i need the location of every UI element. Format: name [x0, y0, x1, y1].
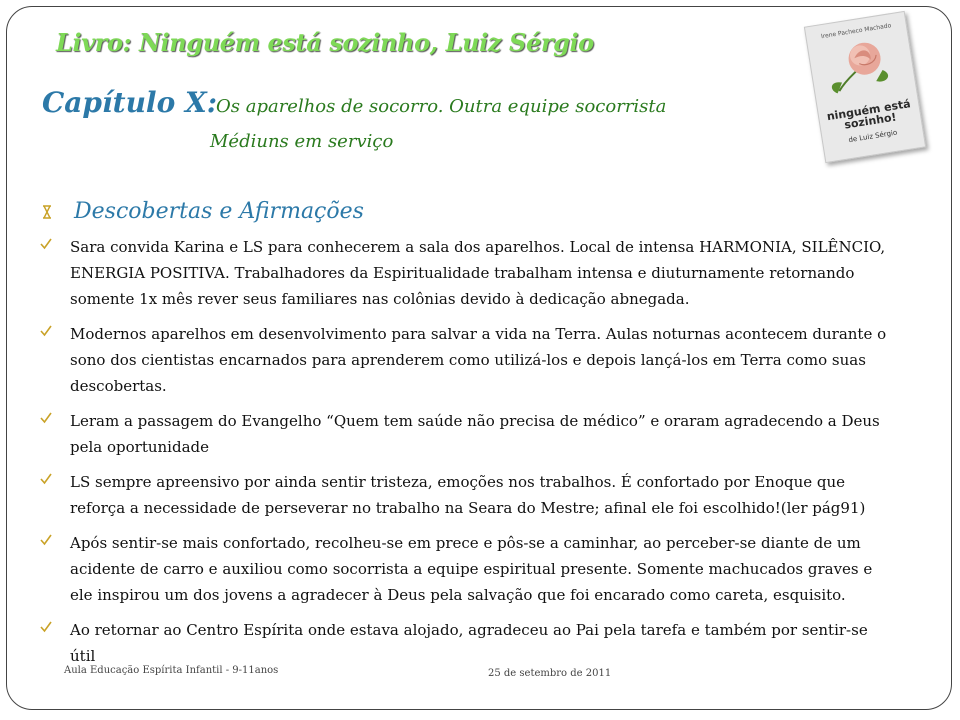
- bullet-text: Ao retornar ao Centro Espírita onde estava alojado, agradeceu ao Pai pela tarefa e também por sentir-se útil: [70, 621, 868, 665]
- bullet-list: [40, 234, 890, 678]
- bullet-item: [40, 469, 890, 521]
- bullet-text: Modernos aparelhos em desenvolvimento para salvar a vida na Terra. Aulas noturnas acontecem durante o sono dos cientistas encarnados para aprenderem como utilizá-los e depois lançá-los em Terra como suas descobertas.: [70, 325, 887, 395]
- chapter-title: Os aparelhos de socorro. Outra equipe socorrista: [216, 96, 667, 117]
- bullet-item: [40, 321, 890, 399]
- check-icon: [40, 412, 52, 424]
- bullet-text: Sara convida Karina e LS para conhecerem a sala dos aparelhos. Local de intensa HARMONIA, SILÊNCIO, ENERGIA POSITIVA. Trabalhadores da Espiritualidade trabalham intensa e diuturnamente retornando somente 1x mês rever seus familiares nas colônias devido à dedicação abnegada.: [70, 238, 886, 308]
- bullet-item: [40, 234, 890, 312]
- section-heading-text: Descobertas e Afirmações: [74, 199, 364, 224]
- cover-author-top: Irene Pacheco Machado: [820, 22, 892, 41]
- bullet-item: [40, 408, 890, 460]
- section-heading: [42, 199, 364, 224]
- hourglass-icon: [42, 205, 52, 219]
- check-icon: [40, 473, 52, 485]
- check-icon: [40, 621, 52, 633]
- check-icon: [40, 534, 52, 546]
- footer-date: 25 de setembro de 2011: [488, 668, 612, 679]
- cover-title: ninguém está sozinho!: [825, 97, 912, 132]
- bullet-item: [40, 617, 890, 669]
- chapter-prefix: Capítulo X:: [42, 86, 218, 119]
- footer-course-label: Aula Educação Espírita Infantil - 9-11anos: [64, 665, 279, 676]
- check-icon: [40, 238, 52, 250]
- rose-illustration: [817, 29, 906, 107]
- bullet-text: Após sentir-se mais confortado, recolheu-se em prece e pôs-se a caminhar, ao perceber-se diante de um acidente de carro e auxiliou como socorrista a equipe espiritual presente. Somente machucados graves e ele inspirou um dos jovens a agradecer à Deus pela salvação que foi encarado como careta, esquisito.: [70, 534, 873, 604]
- check-icon: [40, 325, 52, 337]
- book-title: Livro: Ninguém está sozinho, Luiz Sérgio: [56, 28, 594, 57]
- book-cover-image: [804, 11, 926, 163]
- bullet-text: Leram a passagem do Evangelho “Quem tem saúde não precisa de médico” e oraram agradecendo a Deus pela oportunidade: [70, 412, 880, 456]
- chapter-subtitle: Médiuns em serviço: [210, 131, 394, 152]
- bullet-item: [40, 530, 890, 608]
- bullet-text: LS sempre apreensivo por ainda sentir tristeza, emoções nos trabalhos. É confortado por Enoque que reforça a necessidade de perseverar no trabalho na Seara do Mestre; afinal ele foi escolhido!(ler pág91): [70, 473, 866, 517]
- cover-author-bottom: de Luiz Sérgio: [847, 128, 898, 145]
